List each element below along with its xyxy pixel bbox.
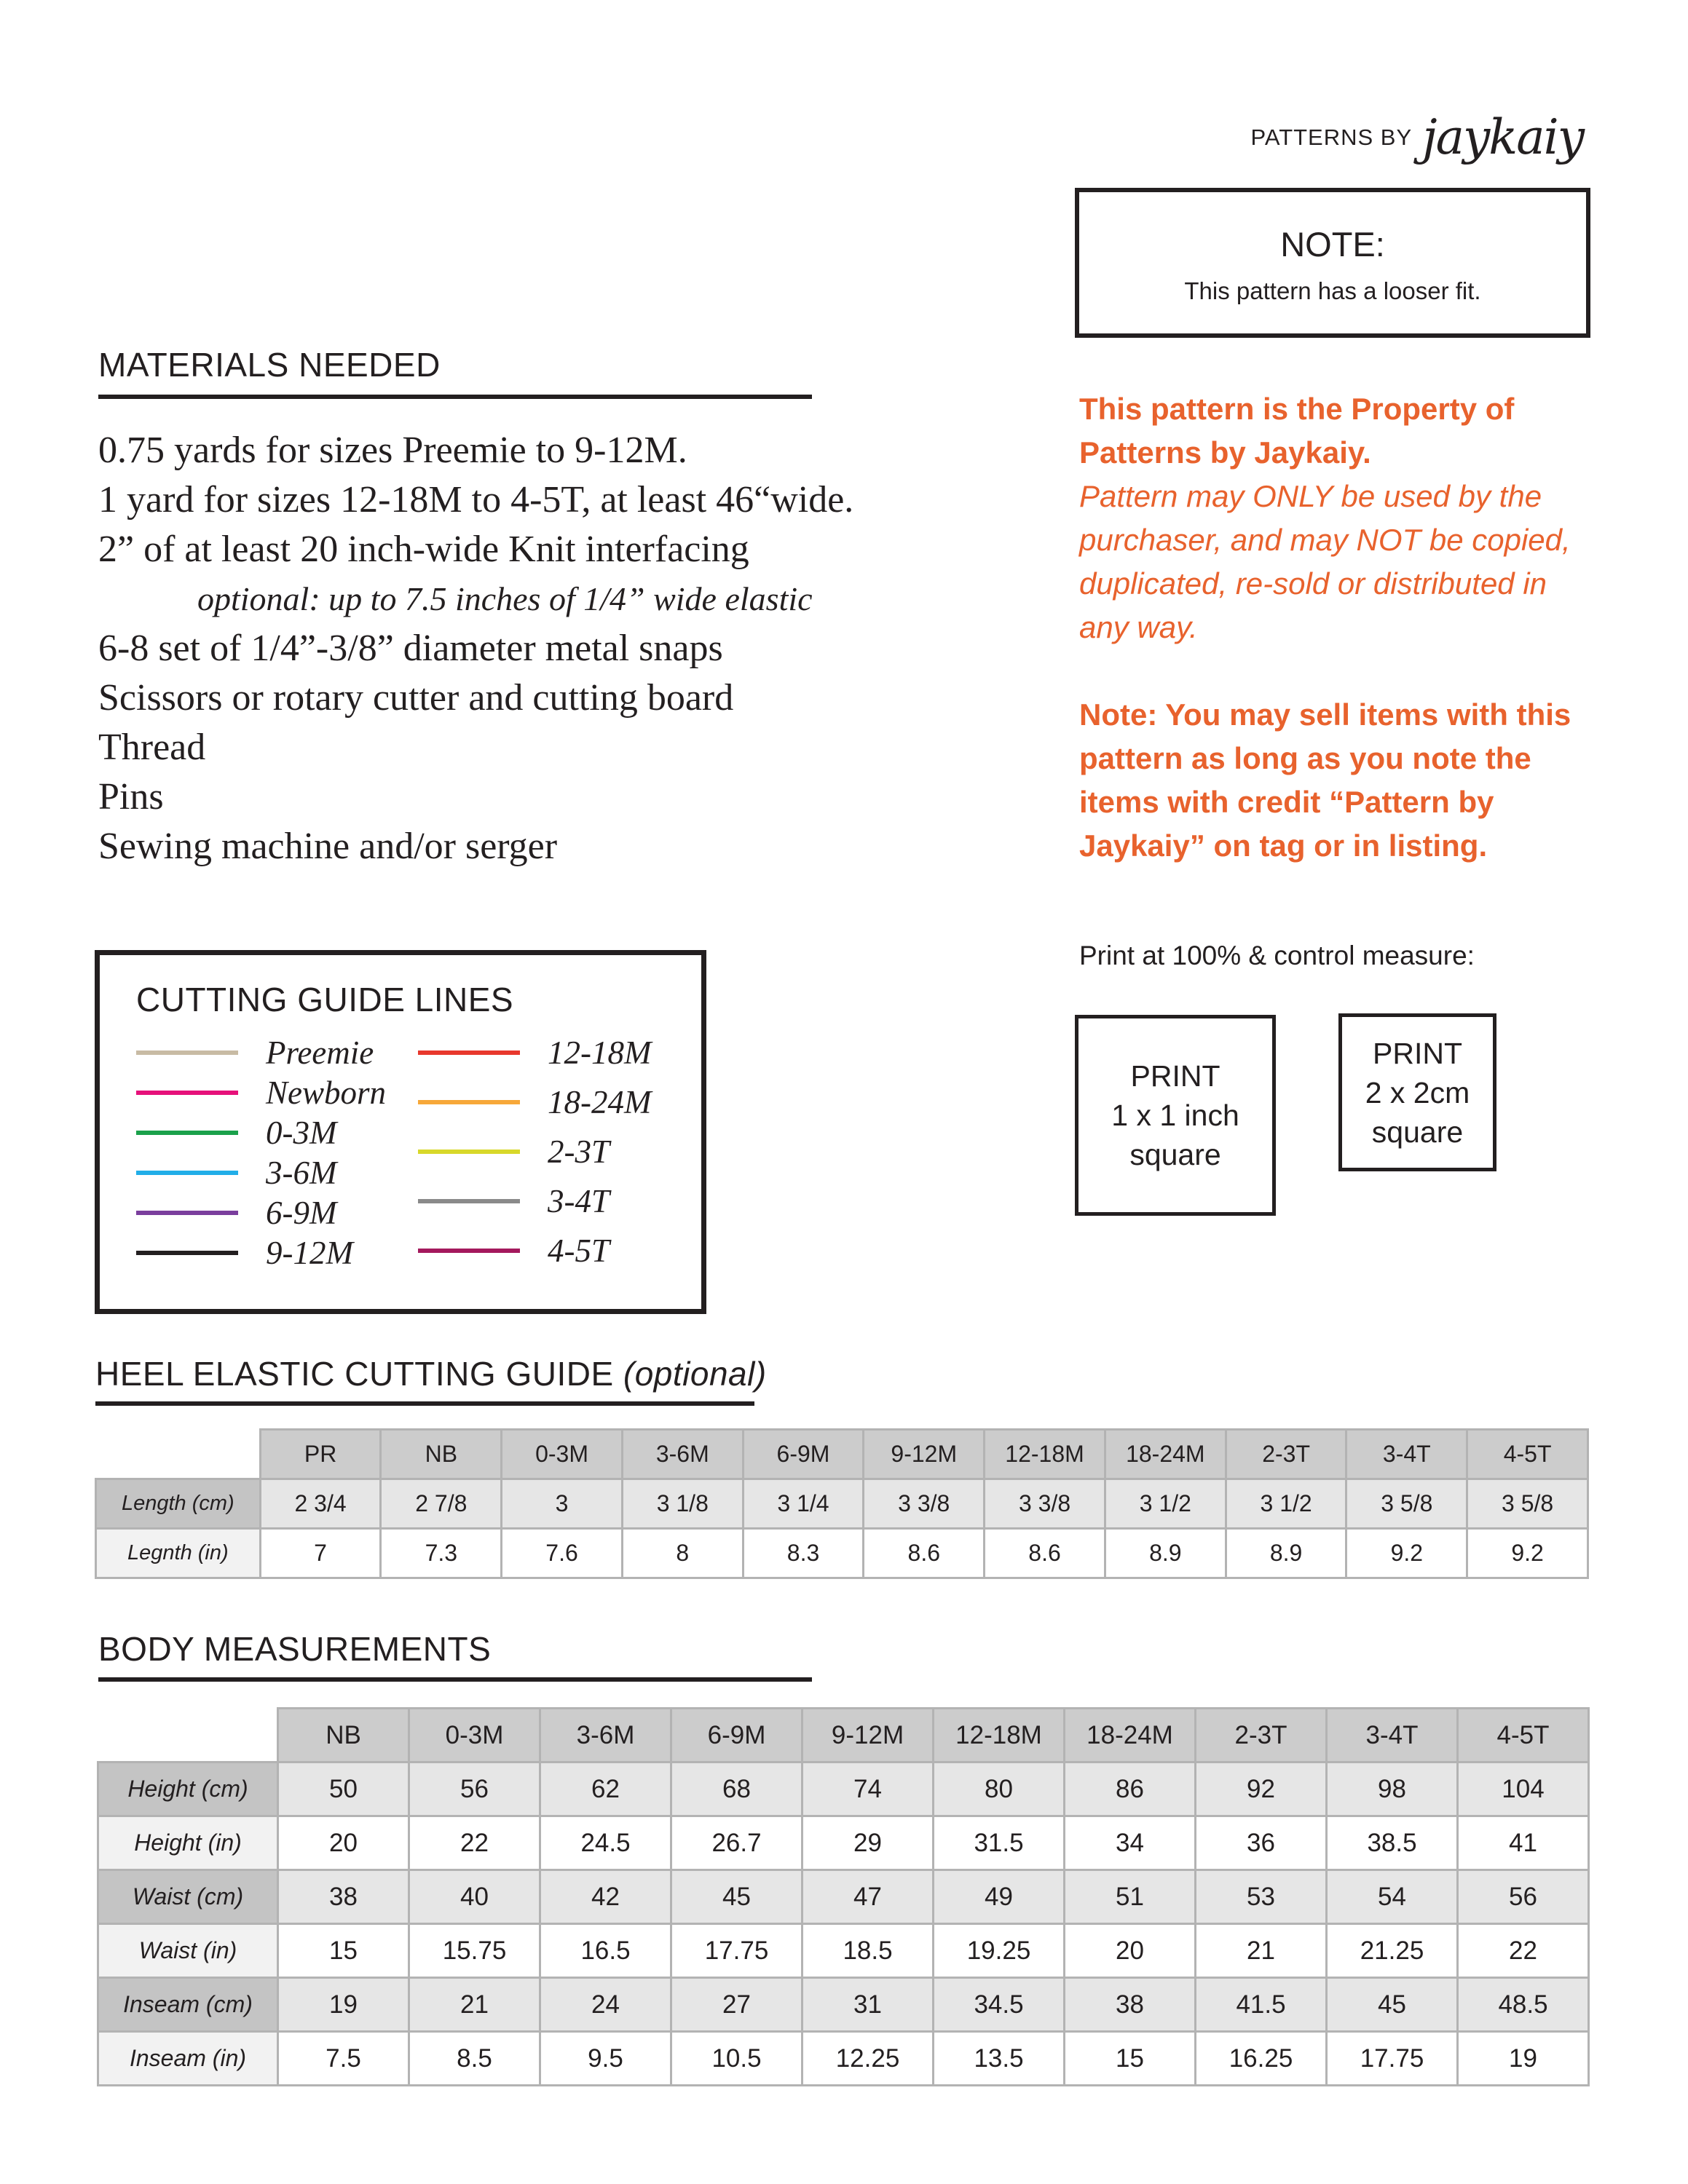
table-cell: 9.5	[540, 2032, 671, 2086]
material-item: 0.75 yards for sizes Preemie to 9-12M.	[98, 430, 687, 471]
property-sell-note: Note: You may sell items with this pattern as long as you note the items with credit “Pattern by Jaykaiy” on tag or in listing.	[1079, 697, 1571, 863]
heel-header-cell: 6-9M	[743, 1430, 864, 1479]
table-cell: 45	[1327, 1978, 1458, 2032]
table-cell: 7	[260, 1529, 381, 1578]
print-box-line: 1 x 1 inch	[1111, 1099, 1239, 1132]
table-cell: 3	[502, 1479, 623, 1529]
legend-swatch	[418, 1150, 520, 1154]
material-item: 1 yard for sizes 12-18M to 4-5T, at least 46“wide.	[98, 479, 854, 521]
table-cell: 15	[278, 1924, 409, 1978]
row-header: Height (cm)	[98, 1762, 278, 1816]
table-cell: 53	[1196, 1870, 1327, 1924]
table-cell: 15.75	[409, 1924, 540, 1978]
table-cell: 8	[622, 1529, 743, 1578]
table-cell: 41.5	[1196, 1978, 1327, 2032]
print-box-cm	[1338, 1013, 1496, 1171]
legend-label: 9-12M	[266, 1235, 353, 1271]
table-cell: 34.5	[934, 1978, 1065, 2032]
legend-label: 12-18M	[548, 1034, 652, 1071]
print-label: Print at 100% & control measure:	[1079, 941, 1475, 970]
note-text: This pattern has a looser fit.	[1184, 277, 1481, 304]
legend-item-0-3m	[136, 1114, 336, 1152]
row-header: Inseam (in)	[98, 2032, 278, 2086]
legend-item-6-9m	[136, 1194, 336, 1232]
row-header: Inseam (cm)	[98, 1978, 278, 2032]
table-cell: 22	[409, 1816, 540, 1870]
material-item: 2” of at least 20 inch-wide Knit interfacing	[98, 529, 749, 570]
table-row	[96, 1529, 1588, 1578]
table-row	[98, 2032, 1589, 2086]
table-cell: 9.2	[1346, 1529, 1467, 1578]
row-header: Length (cm)	[96, 1479, 261, 1529]
body-table	[97, 1707, 1590, 2086]
table-cell: 38	[1065, 1978, 1196, 2032]
property-italic: Pattern may ONLY be used by the purchaser, and may NOT be copied, duplicated, re-sold or distributed in any way.	[1079, 479, 1571, 644]
table-row	[96, 1479, 1588, 1529]
table-cell: 24	[540, 1978, 671, 2032]
legend-swatch	[418, 1100, 520, 1104]
table-cell: 50	[278, 1762, 409, 1816]
table-cell: 8.6	[985, 1529, 1105, 1578]
table-cell: 19	[1458, 2032, 1589, 2086]
table-cell: 38.5	[1327, 1816, 1458, 1870]
row-header: Waist (in)	[98, 1924, 278, 1978]
legend-label: 18-24M	[548, 1084, 652, 1120]
table-cell: 68	[671, 1762, 802, 1816]
heel-title-optional: (optional)	[623, 1355, 767, 1393]
table-cell: 38	[278, 1870, 409, 1924]
legend-label: Preemie	[266, 1034, 374, 1071]
brand-logo	[1250, 109, 1583, 165]
legend-label: 3-6M	[266, 1155, 337, 1191]
materials-rule	[98, 395, 812, 399]
material-item: Thread	[98, 727, 206, 768]
table-cell: 3 1/4	[743, 1479, 864, 1529]
body-header-cell: 0-3M	[409, 1709, 540, 1762]
cutting-guide-box	[95, 950, 706, 1314]
row-header: Waist (cm)	[98, 1870, 278, 1924]
heel-header-cell: 12-18M	[985, 1430, 1105, 1479]
table-cell: 18.5	[802, 1924, 934, 1978]
table-cell: 34	[1065, 1816, 1196, 1870]
table-cell: 86	[1065, 1762, 1196, 1816]
table-cell: 74	[802, 1762, 934, 1816]
legend-swatch	[136, 1171, 238, 1175]
table-cell: 3 5/8	[1467, 1479, 1588, 1529]
table-cell: 19	[278, 1978, 409, 2032]
table-row	[98, 1870, 1589, 1924]
table-cell: 80	[934, 1762, 1065, 1816]
legend-label: 3-4T	[548, 1183, 610, 1219]
heel-header-cell: 2-3T	[1226, 1430, 1346, 1479]
heel-table	[95, 1428, 1589, 1579]
print-box-line: square	[1129, 1138, 1221, 1171]
heel-header-cell: 0-3M	[502, 1430, 623, 1479]
table-cell: 104	[1458, 1762, 1589, 1816]
table-cell: 2 7/8	[381, 1479, 502, 1529]
table-cell: 20	[278, 1816, 409, 1870]
table-cell: 12.25	[802, 2032, 934, 2086]
body-header-cell: 3-4T	[1327, 1709, 1458, 1762]
table-cell: 27	[671, 1978, 802, 2032]
table-cell: 36	[1196, 1816, 1327, 1870]
table-cell: 8.3	[743, 1529, 864, 1578]
body-rule	[98, 1677, 812, 1682]
table-cell: 8.9	[1105, 1529, 1226, 1578]
table-cell: 92	[1196, 1762, 1327, 1816]
table-cell: 8.5	[409, 2032, 540, 2086]
table-cell: 19.25	[934, 1924, 1065, 1978]
heel-header-cell: 3-4T	[1346, 1430, 1467, 1479]
material-item: 6-8 set of 1/4”-3/8” diameter metal snaps	[98, 628, 723, 669]
table-cell: 31	[802, 1978, 934, 2032]
table-cell: 48.5	[1458, 1978, 1589, 2032]
body-header-cell: NB	[278, 1709, 409, 1762]
table-cell: 13.5	[934, 2032, 1065, 2086]
table-cell: 45	[671, 1870, 802, 1924]
heel-header-cell: 4-5T	[1467, 1430, 1588, 1479]
table-cell: 3 3/8	[864, 1479, 985, 1529]
table-cell: 3 1/2	[1226, 1479, 1346, 1529]
table-cell: 22	[1458, 1924, 1589, 1978]
table-cell: 54	[1327, 1870, 1458, 1924]
legend-item-18-24m	[418, 1083, 651, 1121]
table-cell: 56	[409, 1762, 540, 1816]
body-header-cell: 4-5T	[1458, 1709, 1589, 1762]
heel-header-cell: 3-6M	[622, 1430, 743, 1479]
print-box-line: square	[1371, 1115, 1464, 1149]
table-cell: 17.75	[1327, 2032, 1458, 2086]
legend-swatch	[136, 1091, 238, 1095]
legend-label: Newborn	[266, 1075, 387, 1111]
legend-swatch	[136, 1051, 238, 1055]
legend-swatch	[136, 1251, 238, 1255]
legend-swatch	[136, 1211, 238, 1215]
table-cell: 3 5/8	[1346, 1479, 1467, 1529]
print-box-line: 2 x 2cm	[1365, 1075, 1470, 1109]
brand-prefix: PATTERNS BY	[1250, 124, 1413, 150]
legend-item-preemie	[136, 1034, 374, 1072]
note-title: NOTE:	[1280, 225, 1385, 264]
body-header-cell: 3-6M	[540, 1709, 671, 1762]
row-header: Legnth (in)	[96, 1529, 261, 1578]
heel-header-row	[96, 1430, 1588, 1479]
row-header: Height (in)	[98, 1816, 278, 1870]
table-cell: 26.7	[671, 1816, 802, 1870]
heel-header-cell: PR	[260, 1430, 381, 1479]
table-cell: 29	[802, 1816, 934, 1870]
table-cell: 21.25	[1327, 1924, 1458, 1978]
body-header-cell: 18-24M	[1065, 1709, 1196, 1762]
legend-item-3-6m	[136, 1154, 336, 1192]
legend-item-newborn	[136, 1074, 386, 1112]
body-header-cell: 6-9M	[671, 1709, 802, 1762]
property-bold: This pattern is the Property of Patterns by Jaykaiy.	[1079, 392, 1515, 470]
body-title: BODY MEASUREMENTS	[98, 1630, 492, 1668]
legend-swatch	[136, 1131, 238, 1135]
heel-header-cell: NB	[381, 1430, 502, 1479]
legend-swatch	[418, 1249, 520, 1253]
brand-script: jaykaiy	[1422, 109, 1583, 165]
property-notice	[1079, 387, 1604, 868]
table-cell: 8.9	[1226, 1529, 1346, 1578]
table-cell: 7.6	[502, 1529, 623, 1578]
material-item: Sewing machine and/or serger	[98, 826, 558, 867]
heel-title	[95, 1354, 767, 1393]
materials-list	[98, 426, 853, 871]
table-cell: 51	[1065, 1870, 1196, 1924]
print-box-line: PRINT	[1372, 1036, 1462, 1070]
table-cell: 24.5	[540, 1816, 671, 1870]
material-item: Pins	[98, 776, 164, 818]
table-row	[98, 1924, 1589, 1978]
legend-swatch	[418, 1051, 520, 1055]
cutting-guide-title: CUTTING GUIDE LINES	[136, 981, 514, 1018]
table-cell: 15	[1065, 2032, 1196, 2086]
table-cell: 3 3/8	[985, 1479, 1105, 1529]
legend-item-2-3t	[418, 1133, 610, 1171]
heel-rule	[95, 1401, 754, 1406]
legend-label: 0-3M	[266, 1115, 337, 1151]
table-cell: 8.6	[864, 1529, 985, 1578]
table-cell: 41	[1458, 1816, 1589, 1870]
table-cell: 2 3/4	[260, 1479, 381, 1529]
table-cell: 3 1/2	[1105, 1479, 1226, 1529]
legend-label: 6-9M	[266, 1195, 337, 1231]
table-cell: 21	[1196, 1924, 1327, 1978]
table-cell: 9.2	[1467, 1529, 1588, 1578]
table-row	[98, 1978, 1589, 2032]
body-header-cell: 9-12M	[802, 1709, 934, 1762]
table-cell: 21	[409, 1978, 540, 2032]
legend-swatch	[418, 1199, 520, 1203]
heel-header-cell: 9-12M	[864, 1430, 985, 1479]
table-corner	[96, 1430, 261, 1479]
legend-item-9-12m	[136, 1234, 353, 1272]
body-header-cell: 12-18M	[934, 1709, 1065, 1762]
body-header-row	[98, 1709, 1589, 1762]
legend-item-4-5t	[418, 1232, 610, 1270]
table-cell: 40	[409, 1870, 540, 1924]
table-cell: 17.75	[671, 1924, 802, 1978]
legend-item-12-18m	[418, 1034, 651, 1072]
print-box-line: PRINT	[1130, 1059, 1220, 1093]
table-cell: 31.5	[934, 1816, 1065, 1870]
table-cell: 7.3	[381, 1529, 502, 1578]
print-box-inch	[1075, 1015, 1276, 1216]
table-cell: 10.5	[671, 2032, 802, 2086]
table-cell: 3 1/8	[622, 1479, 743, 1529]
heel-title-main: HEEL ELASTIC CUTTING GUIDE	[95, 1355, 614, 1393]
table-cell: 16.25	[1196, 2032, 1327, 2086]
materials-title: MATERIALS NEEDED	[98, 346, 441, 384]
table-cell: 16.5	[540, 1924, 671, 1978]
table-cell: 20	[1065, 1924, 1196, 1978]
legend-label: 4-5T	[548, 1233, 610, 1269]
table-corner	[98, 1709, 278, 1762]
material-item: Scissors or rotary cutter and cutting board	[98, 677, 734, 719]
heel-header-cell: 18-24M	[1105, 1430, 1226, 1479]
table-row	[98, 1762, 1589, 1816]
table-cell: 47	[802, 1870, 934, 1924]
legend-item-3-4t	[418, 1182, 610, 1220]
table-cell: 62	[540, 1762, 671, 1816]
table-cell: 49	[934, 1870, 1065, 1924]
table-cell: 56	[1458, 1870, 1589, 1924]
table-cell: 42	[540, 1870, 671, 1924]
table-cell: 7.5	[278, 2032, 409, 2086]
note-box	[1075, 188, 1590, 338]
table-row	[98, 1816, 1589, 1870]
body-header-cell: 2-3T	[1196, 1709, 1327, 1762]
material-item-optional: optional: up to 7.5 inches of 1/4” wide elastic	[197, 580, 813, 617]
legend-label: 2-3T	[548, 1133, 610, 1170]
table-cell: 98	[1327, 1762, 1458, 1816]
